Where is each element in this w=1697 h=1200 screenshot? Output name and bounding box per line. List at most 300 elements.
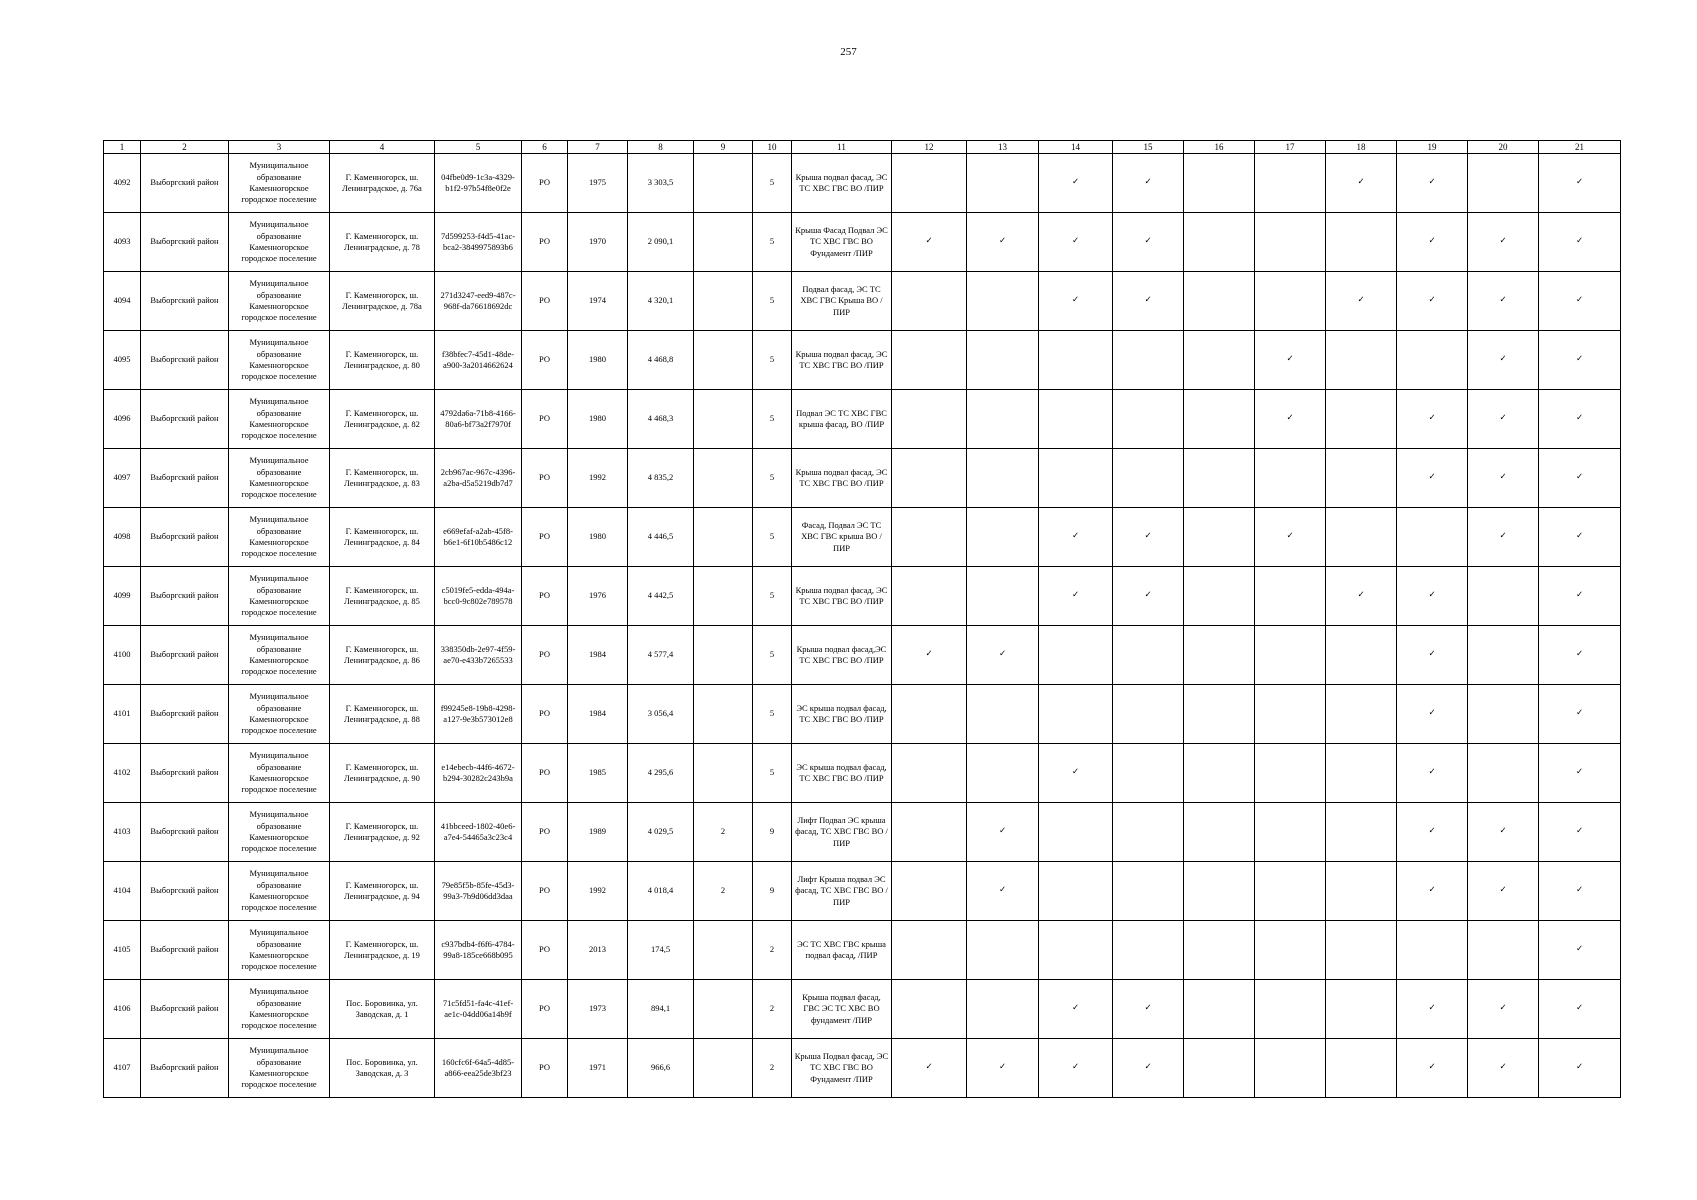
row-number: 4100 — [104, 626, 141, 685]
check-mark-icon: ✓ — [1397, 862, 1468, 921]
check-cell-empty — [1113, 921, 1184, 980]
address-cell: Г. Каменногорск, ш. Ленинградское, д. 78а — [330, 272, 435, 331]
check-mark-icon: ✓ — [1113, 980, 1184, 1039]
check-mark-icon: ✓ — [1539, 567, 1621, 626]
check-mark-icon: ✓ — [1326, 154, 1397, 213]
year-cell: 1975 — [568, 154, 628, 213]
check-mark-icon: ✓ — [1397, 449, 1468, 508]
works-cell: Крыша подвал фасад, ЭС ТС ХВС ГВС ВО /ПИР — [792, 567, 892, 626]
column-10-cell: 5 — [753, 508, 792, 567]
check-cell-empty — [1184, 921, 1255, 980]
ownership-cell: РО — [522, 626, 568, 685]
check-cell-empty — [1039, 390, 1113, 449]
row-number: 4106 — [104, 980, 141, 1039]
works-cell: Крыша подвал фасад, ЭС ТС ХВС ГВС ВО /ПИР — [792, 449, 892, 508]
check-cell-empty — [892, 980, 967, 1039]
area-cell: 966,6 — [628, 1039, 694, 1098]
house-id-cell: 04fbe0d9-1c3a-4329-b1f2-97b54f8e0f2e — [435, 154, 522, 213]
column-header-18: 18 — [1326, 141, 1397, 154]
check-mark-icon: ✓ — [892, 1039, 967, 1098]
house-id-cell: 4792da6a-71b8-4166-80a6-bf73a2f7970f — [435, 390, 522, 449]
column-header-20: 20 — [1468, 141, 1539, 154]
address-cell: Пос. Боровинка, ул. Заводская, д. 3 — [330, 1039, 435, 1098]
check-cell-empty — [1255, 980, 1326, 1039]
district-cell: Выборгский район — [141, 921, 229, 980]
column-9-cell — [694, 567, 753, 626]
works-cell: Крыша подвал фасад,ЭС ТС ХВС ГВС ВО /ПИР — [792, 626, 892, 685]
area-cell: 4 446,5 — [628, 508, 694, 567]
check-cell-empty — [1039, 862, 1113, 921]
check-mark-icon: ✓ — [1397, 1039, 1468, 1098]
address-cell: Г. Каменногорск, ш. Ленинградское, д. 82 — [330, 390, 435, 449]
year-cell: 1980 — [568, 331, 628, 390]
table-row — [104, 685, 1621, 744]
check-mark-icon: ✓ — [1397, 567, 1468, 626]
ownership-cell: РО — [522, 390, 568, 449]
check-cell-empty — [1039, 803, 1113, 862]
check-cell-empty — [967, 449, 1039, 508]
ownership-cell: РО — [522, 331, 568, 390]
works-cell: Подвал фасад, ЭС ТС ХВС ГВС Крыша ВО /ПИР — [792, 272, 892, 331]
check-cell-empty — [1184, 154, 1255, 213]
column-10-cell: 5 — [753, 272, 792, 331]
check-cell-empty — [1184, 980, 1255, 1039]
column-9-cell — [694, 1039, 753, 1098]
check-cell-empty — [1326, 449, 1397, 508]
check-mark-icon: ✓ — [1113, 213, 1184, 272]
year-cell: 1992 — [568, 449, 628, 508]
check-mark-icon: ✓ — [1039, 980, 1113, 1039]
district-cell: Выборгский район — [141, 1039, 229, 1098]
table-row — [104, 862, 1621, 921]
column-header-19: 19 — [1397, 141, 1468, 154]
house-id-cell: c5019fe5-edda-494a-bcc0-9c802e789578 — [435, 567, 522, 626]
check-mark-icon: ✓ — [1539, 272, 1621, 331]
municipality-cell: Муниципальное образование Каменногорское городское поселение — [229, 980, 330, 1039]
check-mark-icon: ✓ — [1468, 390, 1539, 449]
check-cell-empty — [1255, 213, 1326, 272]
check-mark-icon: ✓ — [1468, 980, 1539, 1039]
check-cell-empty — [967, 744, 1039, 803]
ownership-cell: РО — [522, 154, 568, 213]
check-cell-empty — [1326, 803, 1397, 862]
municipality-cell: Муниципальное образование Каменногорское городское поселение — [229, 862, 330, 921]
row-number: 4099 — [104, 567, 141, 626]
district-cell: Выборгский район — [141, 508, 229, 567]
column-10-cell: 9 — [753, 803, 792, 862]
address-cell: Г. Каменногорск, ш. Ленинградское, д. 94 — [330, 862, 435, 921]
ownership-cell: РО — [522, 508, 568, 567]
check-mark-icon: ✓ — [1539, 1039, 1621, 1098]
check-mark-icon: ✓ — [1539, 980, 1621, 1039]
column-header-11: 11 — [792, 141, 892, 154]
district-cell: Выборгский район — [141, 213, 229, 272]
ownership-cell: РО — [522, 980, 568, 1039]
check-cell-empty — [967, 567, 1039, 626]
check-cell-empty — [1039, 685, 1113, 744]
column-10-cell: 5 — [753, 626, 792, 685]
check-mark-icon: ✓ — [1326, 567, 1397, 626]
year-cell: 1992 — [568, 862, 628, 921]
house-id-cell: f38bfec7-45d1-48de-a900-3a2014662624 — [435, 331, 522, 390]
check-cell-empty — [1255, 685, 1326, 744]
row-number: 4103 — [104, 803, 141, 862]
check-cell-empty — [1397, 331, 1468, 390]
check-cell-empty — [967, 154, 1039, 213]
column-header-16: 16 — [1184, 141, 1255, 154]
column-9-cell — [694, 449, 753, 508]
house-id-cell: 7d599253-f4d5-41ac-bca2-3849975893b6 — [435, 213, 522, 272]
address-cell: Г. Каменногорск, ш. Ленинградское, д. 85 — [330, 567, 435, 626]
column-10-cell: 5 — [753, 390, 792, 449]
check-cell-empty — [1113, 862, 1184, 921]
check-cell-empty — [892, 272, 967, 331]
column-10-cell: 5 — [753, 213, 792, 272]
check-mark-icon: ✓ — [1539, 626, 1621, 685]
check-cell-empty — [1255, 272, 1326, 331]
column-9-cell — [694, 390, 753, 449]
address-cell: Г. Каменногорск, ш. Ленинградское, д. 86 — [330, 626, 435, 685]
area-cell: 4 468,8 — [628, 331, 694, 390]
municipality-cell: Муниципальное образование Каменногорское городское поселение — [229, 1039, 330, 1098]
check-cell-empty — [1397, 921, 1468, 980]
address-cell: Г. Каменногорск, ш. Ленинградское, д. 76а — [330, 154, 435, 213]
check-mark-icon: ✓ — [1539, 862, 1621, 921]
header-row — [104, 141, 1621, 154]
check-cell-empty — [1113, 390, 1184, 449]
year-cell: 1973 — [568, 980, 628, 1039]
ownership-cell: РО — [522, 213, 568, 272]
check-cell-empty — [1255, 1039, 1326, 1098]
check-cell-empty — [1039, 449, 1113, 508]
address-cell: Г. Каменногорск, ш. Ленинградское, д. 83 — [330, 449, 435, 508]
check-mark-icon: ✓ — [1468, 862, 1539, 921]
column-9-cell — [694, 331, 753, 390]
municipality-cell: Муниципальное образование Каменногорское городское поселение — [229, 921, 330, 980]
check-cell-empty — [1255, 449, 1326, 508]
check-cell-empty — [967, 272, 1039, 331]
check-cell-empty — [892, 921, 967, 980]
check-cell-empty — [1326, 862, 1397, 921]
check-cell-empty — [892, 508, 967, 567]
check-cell-empty — [967, 331, 1039, 390]
row-number: 4104 — [104, 862, 141, 921]
address-cell: Пос. Боровинка, ул. Заводская, д. 1 — [330, 980, 435, 1039]
check-mark-icon: ✓ — [1539, 449, 1621, 508]
row-number: 4107 — [104, 1039, 141, 1098]
check-cell-empty — [967, 980, 1039, 1039]
works-cell: ЭС ТС ХВС ГВС крыша подвал фасад, /ПИР — [792, 921, 892, 980]
check-mark-icon: ✓ — [1039, 272, 1113, 331]
table-row — [104, 1039, 1621, 1098]
check-mark-icon: ✓ — [1113, 154, 1184, 213]
municipality-cell: Муниципальное образование Каменногорское городское поселение — [229, 449, 330, 508]
municipality-cell: Муниципальное образование Каменногорское городское поселение — [229, 744, 330, 803]
check-cell-empty — [892, 331, 967, 390]
check-cell-empty — [1255, 744, 1326, 803]
year-cell: 1984 — [568, 626, 628, 685]
column-header-13: 13 — [967, 141, 1039, 154]
check-cell-empty — [1113, 803, 1184, 862]
column-9-cell — [694, 626, 753, 685]
check-mark-icon: ✓ — [1255, 390, 1326, 449]
column-10-cell: 2 — [753, 1039, 792, 1098]
check-cell-empty — [1326, 626, 1397, 685]
column-header-14: 14 — [1039, 141, 1113, 154]
column-header-3: 3 — [229, 141, 330, 154]
check-cell-empty — [1039, 626, 1113, 685]
row-number: 4101 — [104, 685, 141, 744]
area-cell: 4 320,1 — [628, 272, 694, 331]
column-header-21: 21 — [1539, 141, 1621, 154]
check-cell-empty — [1255, 803, 1326, 862]
check-mark-icon: ✓ — [1539, 331, 1621, 390]
table-row — [104, 154, 1621, 213]
column-header-9: 9 — [694, 141, 753, 154]
check-cell-empty — [892, 744, 967, 803]
works-cell: Крыша подвал фасад, ЭС ТС ХВС ГВС ВО /ПИР — [792, 331, 892, 390]
house-id-cell: 271d3247-eed9-487c-968f-da76618692dc — [435, 272, 522, 331]
check-mark-icon: ✓ — [1039, 744, 1113, 803]
check-cell-empty — [967, 921, 1039, 980]
check-mark-icon: ✓ — [1468, 1039, 1539, 1098]
house-id-cell: 71c5fd51-fa4c-41ef-ae1c-04dd06a14b9f — [435, 980, 522, 1039]
check-mark-icon: ✓ — [1255, 331, 1326, 390]
check-cell-empty — [1468, 567, 1539, 626]
municipality-cell: Муниципальное образование Каменногорское городское поселение — [229, 154, 330, 213]
area-cell: 4 577,4 — [628, 626, 694, 685]
check-cell-empty — [1326, 508, 1397, 567]
area-cell: 3 056,4 — [628, 685, 694, 744]
check-cell-empty — [1113, 744, 1184, 803]
column-10-cell: 5 — [753, 685, 792, 744]
check-cell-empty — [967, 508, 1039, 567]
check-cell-empty — [1039, 921, 1113, 980]
column-header-17: 17 — [1255, 141, 1326, 154]
column-10-cell: 5 — [753, 744, 792, 803]
check-cell-empty — [892, 567, 967, 626]
column-header-6: 6 — [522, 141, 568, 154]
check-mark-icon: ✓ — [892, 626, 967, 685]
column-header-8: 8 — [628, 141, 694, 154]
check-cell-empty — [1184, 213, 1255, 272]
column-9-cell — [694, 980, 753, 1039]
year-cell: 1971 — [568, 1039, 628, 1098]
area-cell: 4 835,2 — [628, 449, 694, 508]
column-10-cell: 5 — [753, 331, 792, 390]
address-cell: Г. Каменногорск, ш. Ленинградское, д. 84 — [330, 508, 435, 567]
check-cell-empty — [1184, 567, 1255, 626]
column-9-cell — [694, 213, 753, 272]
address-cell: Г. Каменногорск, ш. Ленинградское, д. 78 — [330, 213, 435, 272]
table-row — [104, 980, 1621, 1039]
house-id-cell: 79e85f5b-85fe-45d3-99a3-7b9d06dd3daa — [435, 862, 522, 921]
municipality-cell: Муниципальное образование Каменногорское городское поселение — [229, 626, 330, 685]
check-mark-icon: ✓ — [1539, 390, 1621, 449]
check-cell-empty — [1468, 921, 1539, 980]
check-mark-icon: ✓ — [1397, 390, 1468, 449]
column-10-cell: 5 — [753, 449, 792, 508]
year-cell: 1976 — [568, 567, 628, 626]
check-mark-icon: ✓ — [967, 626, 1039, 685]
check-cell-empty — [1326, 1039, 1397, 1098]
check-cell-empty — [1255, 626, 1326, 685]
year-cell: 1984 — [568, 685, 628, 744]
year-cell: 1970 — [568, 213, 628, 272]
column-9-cell — [694, 154, 753, 213]
check-mark-icon: ✓ — [1039, 508, 1113, 567]
district-cell: Выборгский район — [141, 980, 229, 1039]
year-cell: 1980 — [568, 508, 628, 567]
check-cell-empty — [892, 862, 967, 921]
check-mark-icon: ✓ — [1255, 508, 1326, 567]
house-id-cell: 2cb967ac-967c-4396-a2ba-d5a5219db7d7 — [435, 449, 522, 508]
column-header-15: 15 — [1113, 141, 1184, 154]
works-cell: ЭС крыша подвал фасад, ТС ХВС ГВС ВО /ПИР — [792, 685, 892, 744]
check-cell-empty — [1326, 331, 1397, 390]
check-cell-empty — [892, 390, 967, 449]
check-mark-icon: ✓ — [1539, 213, 1621, 272]
check-mark-icon: ✓ — [1539, 921, 1621, 980]
column-9-cell — [694, 744, 753, 803]
works-cell: Крыша Фасад Подвал ЭС ТС ХВС ГВС ВО Фундамент /ПИР — [792, 213, 892, 272]
ownership-cell: РО — [522, 449, 568, 508]
area-cell: 4 468,3 — [628, 390, 694, 449]
year-cell: 2013 — [568, 921, 628, 980]
check-cell-empty — [1039, 331, 1113, 390]
check-cell-empty — [1468, 685, 1539, 744]
municipality-cell: Муниципальное образование Каменногорское городское поселение — [229, 272, 330, 331]
house-id-cell: 160cfc6f-64a5-4d85-a866-eea25de3bf23 — [435, 1039, 522, 1098]
check-mark-icon: ✓ — [1326, 272, 1397, 331]
check-mark-icon: ✓ — [1468, 272, 1539, 331]
district-cell: Выборгский район — [141, 154, 229, 213]
check-mark-icon: ✓ — [1468, 508, 1539, 567]
table-row — [104, 508, 1621, 567]
check-mark-icon: ✓ — [1539, 744, 1621, 803]
check-cell-empty — [967, 390, 1039, 449]
row-number: 4098 — [104, 508, 141, 567]
municipality-cell: Муниципальное образование Каменногорское городское поселение — [229, 390, 330, 449]
address-cell: Г. Каменногорск, ш. Ленинградское, д. 19 — [330, 921, 435, 980]
table-row — [104, 331, 1621, 390]
column-9-cell: 2 — [694, 862, 753, 921]
table-row — [104, 626, 1621, 685]
check-mark-icon: ✓ — [967, 1039, 1039, 1098]
check-mark-icon: ✓ — [967, 862, 1039, 921]
check-cell-empty — [1326, 213, 1397, 272]
table-row — [104, 390, 1621, 449]
works-cell: Лифт Крыша подвал ЭС фасад, ТС ХВС ГВС ВО /ПИР — [792, 862, 892, 921]
check-mark-icon: ✓ — [1468, 213, 1539, 272]
ownership-cell: РО — [522, 744, 568, 803]
year-cell: 1974 — [568, 272, 628, 331]
house-id-cell: 338350db-2e97-4f59-ae70-e433b7265533 — [435, 626, 522, 685]
ownership-cell: РО — [522, 567, 568, 626]
house-id-cell: f99245e8-19b8-4298-a127-9e3b573012e8 — [435, 685, 522, 744]
check-cell-empty — [892, 154, 967, 213]
address-cell: Г. Каменногорск, ш. Ленинградское, д. 92 — [330, 803, 435, 862]
column-10-cell: 9 — [753, 862, 792, 921]
row-number: 4093 — [104, 213, 141, 272]
check-cell-empty — [1326, 685, 1397, 744]
ownership-cell: РО — [522, 1039, 568, 1098]
check-mark-icon: ✓ — [1039, 154, 1113, 213]
column-header-5: 5 — [435, 141, 522, 154]
district-cell: Выборгский район — [141, 390, 229, 449]
check-mark-icon: ✓ — [1397, 685, 1468, 744]
check-mark-icon: ✓ — [1539, 154, 1621, 213]
house-id-cell: 41bbceed-1802-40e6-a7e4-54465a3c23c4 — [435, 803, 522, 862]
column-9-cell — [694, 685, 753, 744]
address-cell: Г. Каменногорск, ш. Ленинградское, д. 88 — [330, 685, 435, 744]
check-cell-empty — [967, 685, 1039, 744]
area-cell: 4 018,4 — [628, 862, 694, 921]
municipality-cell: Муниципальное образование Каменногорское городское поселение — [229, 213, 330, 272]
check-mark-icon: ✓ — [1397, 980, 1468, 1039]
check-cell-empty — [1184, 390, 1255, 449]
column-10-cell: 2 — [753, 980, 792, 1039]
district-cell: Выборгский район — [141, 272, 229, 331]
house-id-cell: e669efaf-a2ab-45f8-b6e1-6f10b5486c12 — [435, 508, 522, 567]
area-cell: 3 303,5 — [628, 154, 694, 213]
area-cell: 2 090,1 — [628, 213, 694, 272]
check-mark-icon: ✓ — [1039, 213, 1113, 272]
table-row — [104, 449, 1621, 508]
works-cell: Крыша Подвал фасад, ЭС ТС ХВС ГВС ВО Фундамент /ПИР — [792, 1039, 892, 1098]
registry-table — [103, 140, 1621, 1098]
column-header-12: 12 — [892, 141, 967, 154]
ownership-cell: РО — [522, 685, 568, 744]
area-cell: 4 442,5 — [628, 567, 694, 626]
year-cell: 1980 — [568, 390, 628, 449]
area-cell: 4 029,5 — [628, 803, 694, 862]
page-number: 257 — [840, 46, 857, 58]
column-9-cell — [694, 921, 753, 980]
row-number: 4095 — [104, 331, 141, 390]
check-cell-empty — [1113, 331, 1184, 390]
check-cell-empty — [1184, 1039, 1255, 1098]
row-number: 4105 — [104, 921, 141, 980]
check-mark-icon: ✓ — [1113, 508, 1184, 567]
registry-table-container — [103, 140, 1620, 1098]
check-cell-empty — [1255, 921, 1326, 980]
district-cell: Выборгский район — [141, 744, 229, 803]
municipality-cell: Муниципальное образование Каменногорское городское поселение — [229, 685, 330, 744]
ownership-cell: РО — [522, 921, 568, 980]
column-header-2: 2 — [141, 141, 229, 154]
check-cell-empty — [1326, 744, 1397, 803]
area-cell: 4 295,6 — [628, 744, 694, 803]
ownership-cell: РО — [522, 803, 568, 862]
check-cell-empty — [892, 803, 967, 862]
district-cell: Выборгский район — [141, 331, 229, 390]
works-cell: ЭС крыша подвал фасад, ТС ХВС ГВС ВО /ПИР — [792, 744, 892, 803]
check-cell-empty — [1255, 567, 1326, 626]
municipality-cell: Муниципальное образование Каменногорское городское поселение — [229, 508, 330, 567]
check-cell-empty — [1255, 154, 1326, 213]
table-row — [104, 567, 1621, 626]
check-mark-icon: ✓ — [1397, 213, 1468, 272]
ownership-cell: РО — [522, 862, 568, 921]
check-cell-empty — [1326, 980, 1397, 1039]
check-cell-empty — [1397, 508, 1468, 567]
check-mark-icon: ✓ — [892, 213, 967, 272]
table-row — [104, 744, 1621, 803]
check-cell-empty — [1113, 626, 1184, 685]
check-mark-icon: ✓ — [1039, 567, 1113, 626]
check-cell-empty — [1326, 390, 1397, 449]
